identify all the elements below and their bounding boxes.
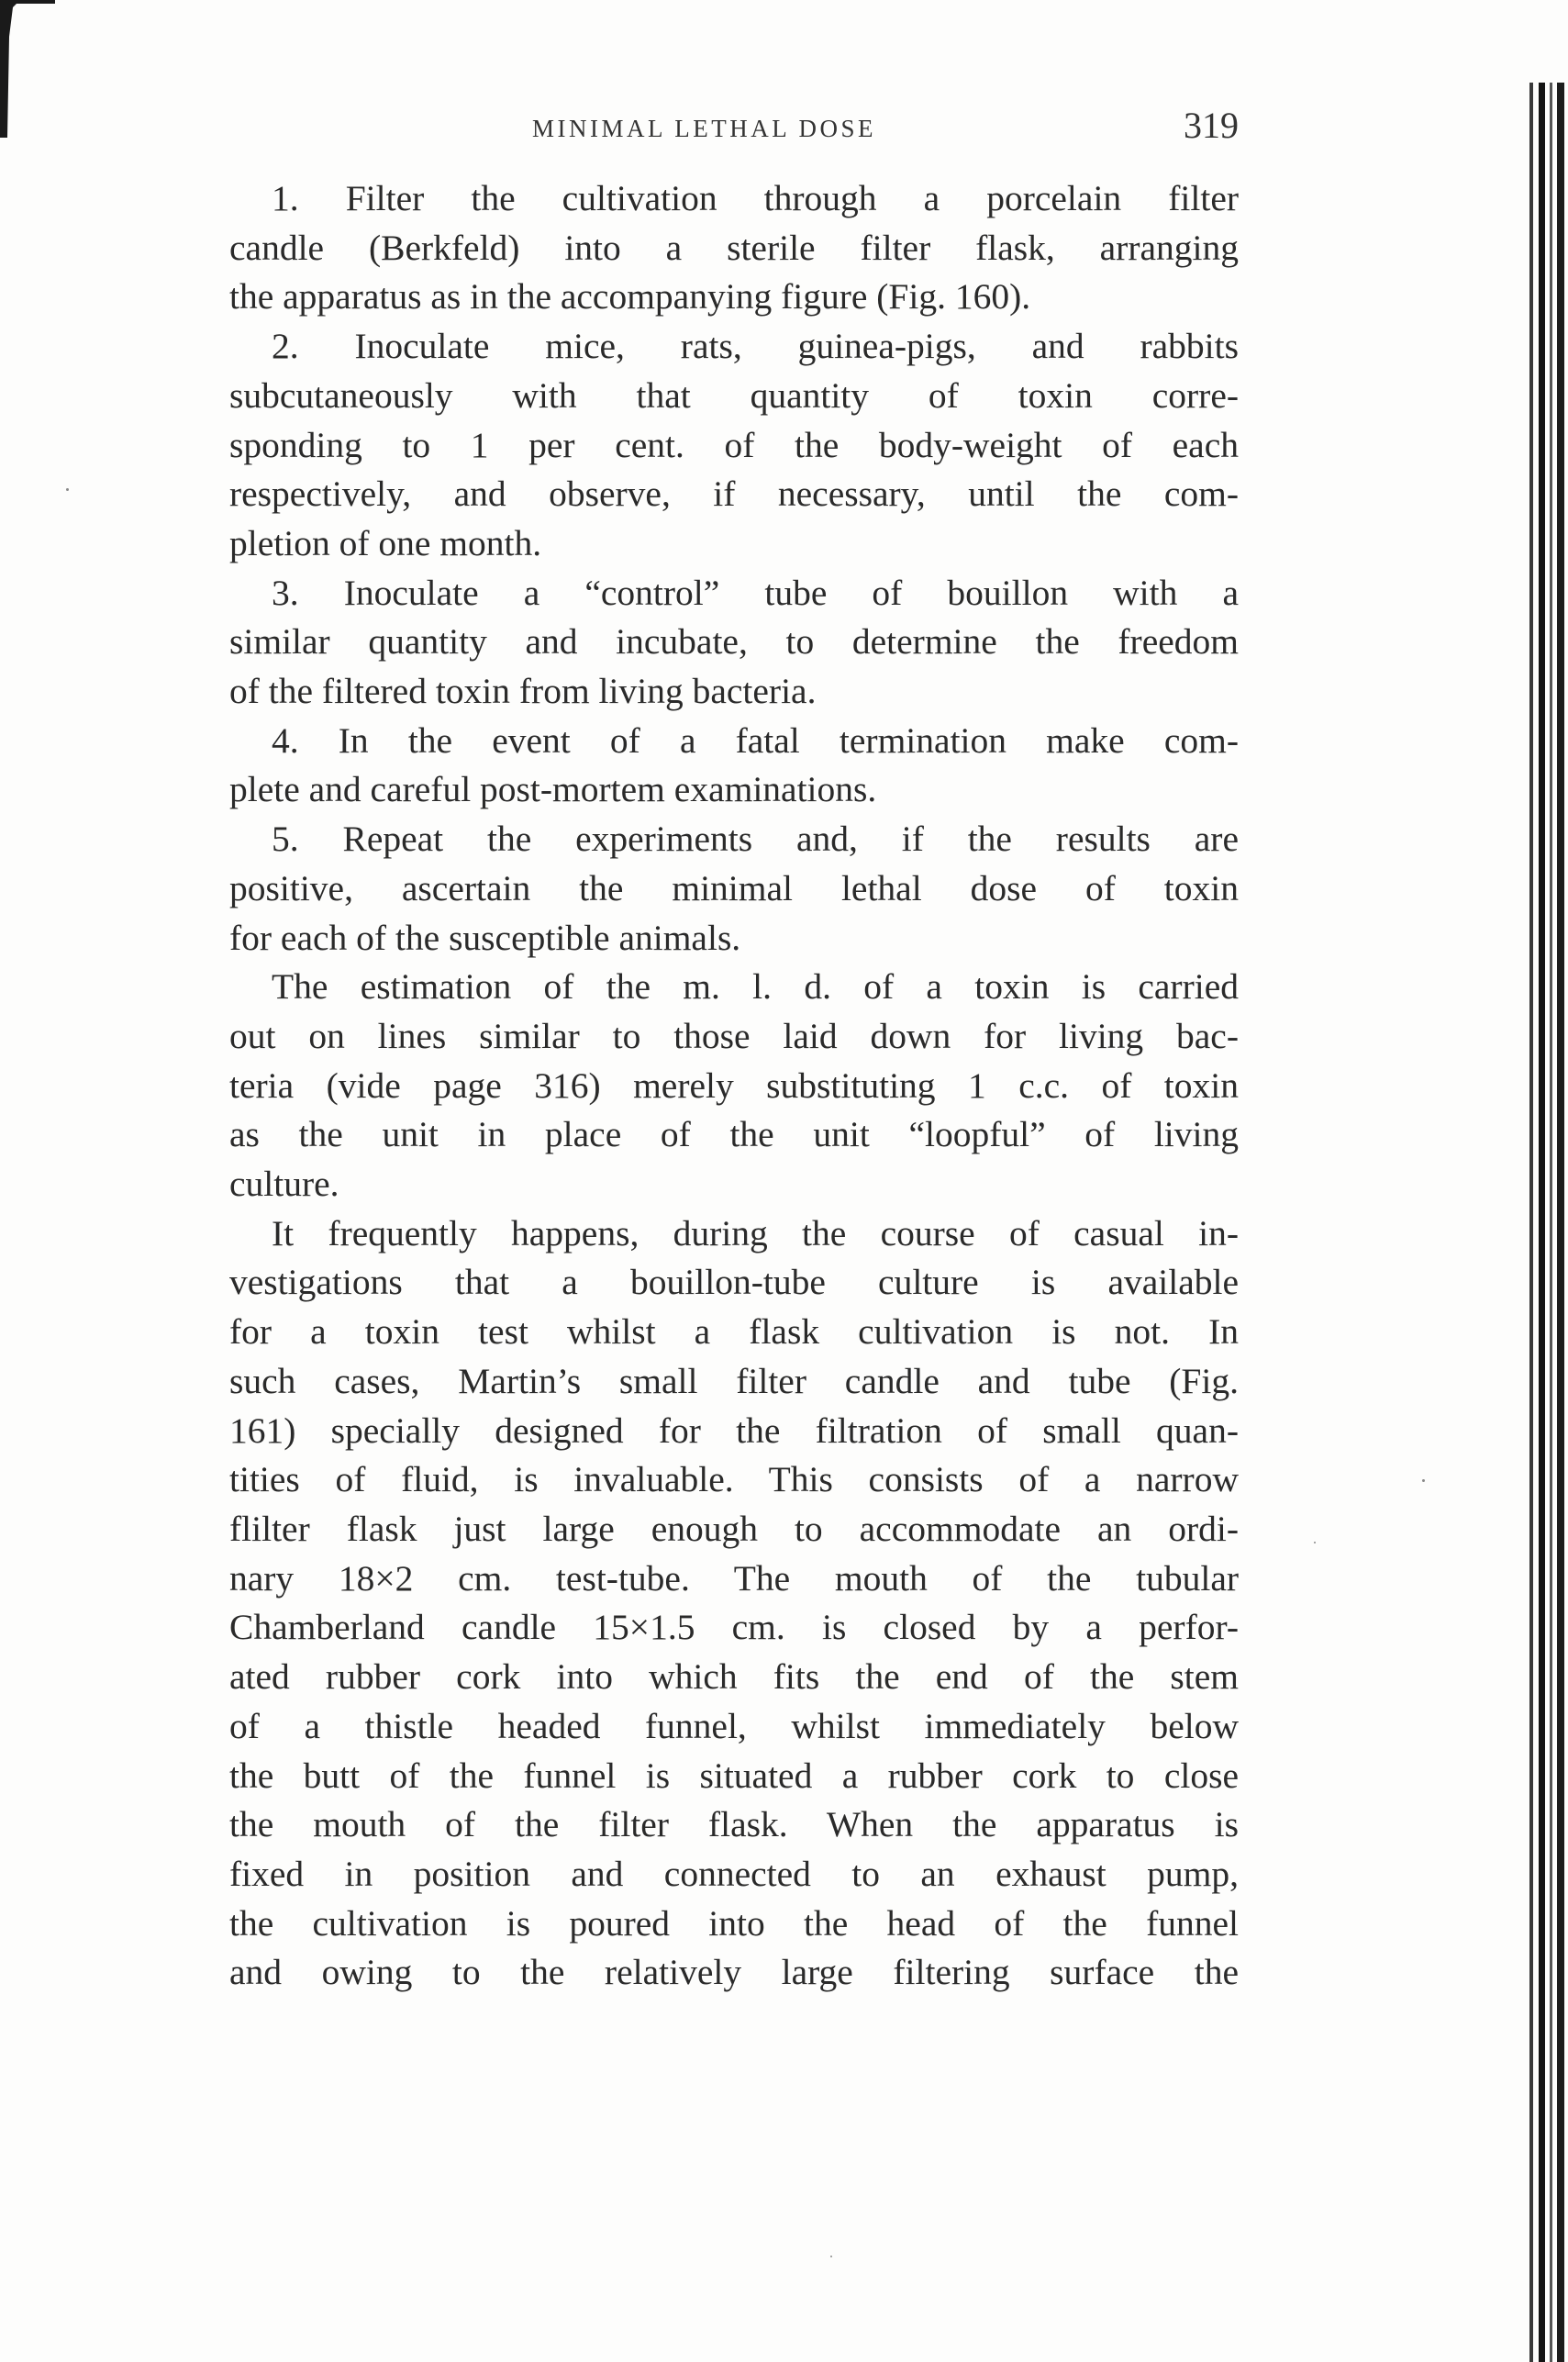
scan-corner-mark bbox=[0, 0, 55, 138]
text-line: ated rubber cork into which fits the end of the stem bbox=[229, 1656, 1239, 1698]
binding-edge bbox=[1502, 83, 1568, 2362]
text-line: of the filtered toxin from living bacteria. bbox=[229, 671, 817, 712]
text-line: 2. Inoculate mice, rats, guinea-pigs, and rabbits bbox=[272, 326, 1239, 367]
text-line: 3. Inoculate a “control” tube of bouillon with a bbox=[272, 572, 1239, 613]
text-line: the apparatus as in the accompanying figure (Fig. 160). bbox=[229, 276, 1031, 318]
running-head: MINIMAL LETHAL DOSE bbox=[532, 115, 876, 142]
text-line: pletion of one month. bbox=[229, 522, 542, 563]
text-line: for a toxin test whilst a flask cultivation is not. In bbox=[229, 1311, 1239, 1353]
scan-speck bbox=[1314, 1542, 1316, 1543]
page-header bbox=[229, 104, 1239, 159]
paragraph-estimation bbox=[229, 963, 1239, 1209]
body-text bbox=[229, 174, 1239, 1998]
paragraph-step-3 bbox=[229, 569, 1239, 717]
text-line: positive, ascertain the minimal lethal dose of toxin bbox=[229, 867, 1239, 908]
text-line: subcutaneously with that quantity of toxin corre- bbox=[229, 374, 1239, 416]
text-line: The estimation of the m. l. d. of a toxin is carried bbox=[272, 966, 1239, 1008]
text-line: flilter flask just large enough to accommodate an ordi- bbox=[229, 1508, 1239, 1549]
text-line: teria (vide page 316) merely substituting 1 c.c. of toxin bbox=[229, 1064, 1239, 1106]
text-line: respectively, and observe, if necessary, until the com- bbox=[229, 474, 1239, 515]
text-line: candle (Berkfeld) into a sterile filter flask, arranging bbox=[229, 227, 1239, 268]
text-line: the mouth of the filter flask. When the apparatus is bbox=[229, 1804, 1239, 1845]
text-line: 1. Filter the cultivation through a porcelain filter bbox=[272, 178, 1239, 218]
text-line: nary 18×2 cm. test-tube. The mouth of the tubular bbox=[229, 1557, 1239, 1599]
scan-speck bbox=[66, 488, 69, 491]
text-line: culture. bbox=[229, 1164, 339, 1205]
scan-speck bbox=[830, 2256, 832, 2257]
paragraph-step-2 bbox=[229, 322, 1239, 569]
text-line: plete and careful post-mortem examinations. bbox=[229, 769, 877, 810]
text-line: Chamberland candle 15×1.5 cm. is closed by a perfor- bbox=[229, 1607, 1239, 1648]
text-line: sponding to 1 per cent. of the body-weight of each bbox=[229, 424, 1239, 465]
paragraph-step-1 bbox=[229, 174, 1239, 322]
paragraph-martin-filter bbox=[229, 1209, 1239, 1998]
scan-speck bbox=[1422, 1479, 1425, 1482]
text-line: out on lines similar to those laid down for living bac- bbox=[229, 1015, 1239, 1056]
text-line: as the unit in place of the unit “loopful” of living bbox=[229, 1114, 1239, 1155]
text-line: vestigations that a bouillon-tube culture is available bbox=[229, 1262, 1239, 1303]
paragraph-step-4 bbox=[229, 717, 1239, 815]
text-line: for each of the susceptible animals. bbox=[229, 917, 741, 958]
text-line: fixed in position and connected to an exhaust pump, bbox=[229, 1853, 1239, 1894]
text-line: and owing to the relatively large filtering surface the bbox=[229, 1952, 1239, 1993]
paragraph-step-5 bbox=[229, 815, 1239, 963]
text-line: such cases, Martin’s small filter candle and tube (Fig. bbox=[229, 1360, 1239, 1401]
text-line: the cultivation is poured into the head of the funnel bbox=[229, 1902, 1239, 1944]
text-line: similar quantity and incubate, to determine the freedom bbox=[229, 621, 1239, 663]
page-number: 319 bbox=[1184, 105, 1239, 146]
text-line: tities of fluid, is invaluable. This consists of a narrow bbox=[229, 1459, 1239, 1500]
text-line: the butt of the funnel is situated a rubber cork to close bbox=[229, 1755, 1239, 1796]
text-line: It frequently happens, during the course of casual in- bbox=[272, 1212, 1239, 1253]
text-line: 4. In the event of a fatal termination make com- bbox=[272, 719, 1239, 761]
text-line: of a thistle headed funnel, whilst immediately below bbox=[229, 1705, 1239, 1746]
text-line: 5. Repeat the experiments and, if the results are bbox=[272, 819, 1239, 860]
text-line: 161) specially designed for the filtration of small quan- bbox=[229, 1409, 1239, 1451]
